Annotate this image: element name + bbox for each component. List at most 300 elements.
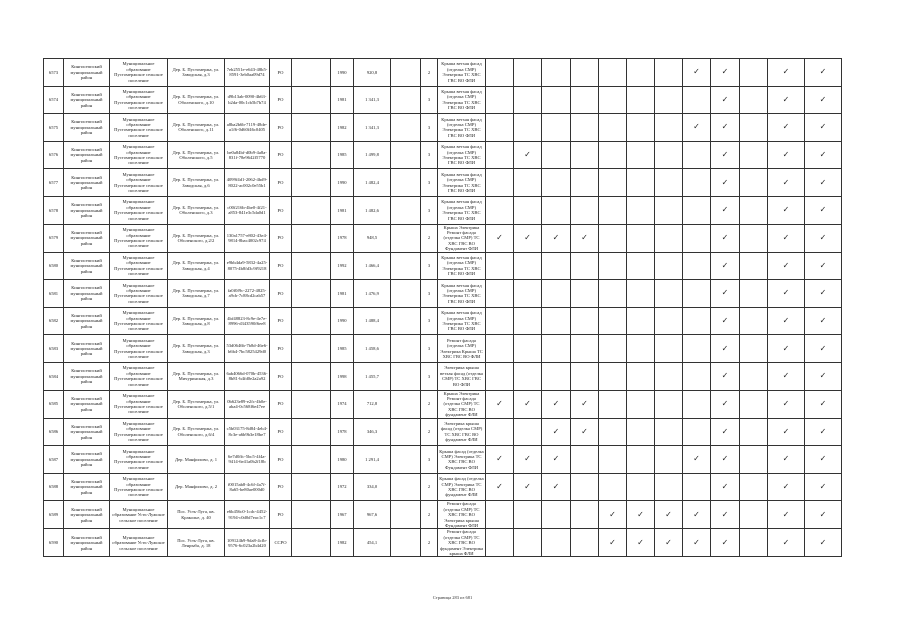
empty-cell bbox=[391, 252, 421, 280]
district-cell: Кингисеппский муниципальный район bbox=[64, 86, 110, 114]
table-row bbox=[44, 169, 842, 197]
work-check-cell bbox=[599, 196, 627, 224]
check-mark-icon: ✓ bbox=[693, 122, 700, 132]
work-check-cell bbox=[542, 362, 571, 390]
check-mark-icon: ✓ bbox=[552, 399, 560, 409]
check-mark-icon: ✓ bbox=[819, 399, 827, 409]
check-mark-icon: ✓ bbox=[721, 288, 729, 298]
work-check-cell bbox=[599, 59, 627, 87]
check-mark-icon: ✓ bbox=[524, 150, 531, 160]
works-cell: Крыша ветхая фасад (отделка СМР) Электрика ТС ХВС ГВС ВО ФЛИ bbox=[438, 252, 486, 280]
floors-cell: 3 bbox=[421, 169, 438, 197]
work-check-cell bbox=[655, 141, 683, 169]
check-mark-icon: ✓ bbox=[552, 426, 560, 436]
row-number: 6576 bbox=[44, 141, 64, 169]
check-mark-icon: ✓ bbox=[721, 482, 729, 492]
check-mark-icon: ✓ bbox=[782, 288, 790, 298]
floors-cell: 2 bbox=[421, 529, 438, 557]
work-check-cell bbox=[571, 335, 599, 363]
empty-cell bbox=[292, 390, 331, 418]
year-cell: 1998 bbox=[331, 362, 354, 390]
work-check-cell bbox=[805, 86, 842, 114]
settlement-cell: Муниципальное образование Пустомержское сельское поселение bbox=[110, 307, 168, 335]
work-check-cell bbox=[768, 446, 805, 474]
work-check-cell bbox=[768, 141, 805, 169]
work-check-cell bbox=[711, 307, 740, 335]
row-number: 6574 bbox=[44, 86, 64, 114]
work-check-cell bbox=[599, 362, 627, 390]
empty-cell bbox=[391, 114, 421, 142]
work-check-cell bbox=[768, 529, 805, 557]
works-cell: Крыша ветхая фасад (отделка СМР) Электрика ТС ХВС ГВС ВО ФЛИ bbox=[438, 196, 486, 224]
work-check-cell bbox=[683, 59, 711, 87]
work-check-cell bbox=[683, 501, 711, 529]
work-check-cell bbox=[599, 501, 627, 529]
work-check-cell bbox=[571, 114, 599, 142]
work-check-cell bbox=[542, 529, 571, 557]
floors-cell: 3 bbox=[421, 446, 438, 474]
check-mark-icon: ✓ bbox=[819, 537, 827, 547]
row-number: 6588 bbox=[44, 473, 64, 501]
check-mark-icon: ✓ bbox=[782, 122, 790, 132]
work-check-cell bbox=[655, 307, 683, 335]
work-check-cell bbox=[740, 418, 768, 446]
work-check-cell bbox=[514, 362, 542, 390]
work-check-cell bbox=[740, 224, 768, 252]
works-cell: Ремонт фасада (отделка СМР) ТС ХВС ГВС ВО фундамент Электрика крыша ФЛИ bbox=[438, 529, 486, 557]
check-mark-icon: ✓ bbox=[819, 371, 827, 381]
work-check-cell bbox=[711, 141, 740, 169]
year-cell: 1981 bbox=[331, 280, 354, 308]
work-check-cell bbox=[542, 169, 571, 197]
work-check-cell bbox=[740, 307, 768, 335]
empty-cell bbox=[391, 141, 421, 169]
district-cell: Кингисеппский муниципальный район bbox=[64, 196, 110, 224]
area-cell: 1 458,6 bbox=[354, 335, 391, 363]
check-mark-icon: ✓ bbox=[782, 205, 790, 215]
empty-cell bbox=[292, 169, 331, 197]
work-check-cell bbox=[740, 390, 768, 418]
work-check-cell bbox=[655, 390, 683, 418]
check-mark-icon: ✓ bbox=[609, 509, 616, 519]
year-cell: 1980 bbox=[331, 446, 354, 474]
row-number: 6589 bbox=[44, 501, 64, 529]
check-mark-icon: ✓ bbox=[665, 537, 672, 547]
check-mark-icon: ✓ bbox=[819, 233, 827, 243]
work-check-cell bbox=[486, 59, 514, 87]
work-check-cell bbox=[514, 501, 542, 529]
type-cell: РО bbox=[270, 335, 292, 363]
work-check-cell bbox=[571, 390, 599, 418]
row-number: 6579 bbox=[44, 224, 64, 252]
work-check-cell bbox=[627, 307, 655, 335]
work-check-cell bbox=[486, 141, 514, 169]
work-check-cell bbox=[711, 501, 740, 529]
work-check-cell bbox=[655, 501, 683, 529]
work-check-cell bbox=[655, 529, 683, 557]
works-cell: Крыша ветхая фасад (отделка СМР) Электрика ТС ХВС ГВС ВО ФЛИ bbox=[438, 59, 486, 87]
work-check-cell bbox=[542, 390, 571, 418]
address-cell: Дер. Б. Пустомержа, ул. Мичуринская, д.3 bbox=[168, 362, 225, 390]
work-check-cell bbox=[599, 224, 627, 252]
row-number: 6582 bbox=[44, 307, 64, 335]
check-mark-icon: ✓ bbox=[819, 509, 827, 519]
work-check-cell bbox=[599, 335, 627, 363]
check-mark-icon: ✓ bbox=[782, 426, 790, 436]
empty-cell bbox=[292, 280, 331, 308]
check-mark-icon: ✓ bbox=[819, 482, 827, 492]
work-check-cell bbox=[655, 224, 683, 252]
work-check-cell bbox=[655, 446, 683, 474]
floors-cell: 3 bbox=[421, 196, 438, 224]
table-row bbox=[44, 501, 842, 529]
work-check-cell bbox=[599, 169, 627, 197]
work-check-cell bbox=[740, 280, 768, 308]
work-check-cell bbox=[740, 169, 768, 197]
settlement-cell: Муниципальное образование Пустомержское сельское поселение bbox=[110, 418, 168, 446]
table-row bbox=[44, 280, 842, 308]
year-cell: 1985 bbox=[331, 141, 354, 169]
type-cell: РО bbox=[270, 252, 292, 280]
fias-code-cell: d9b13ab-0090-4b63-b2da-00c1cb5b7b74 bbox=[225, 86, 270, 114]
work-check-cell bbox=[542, 473, 571, 501]
year-cell: 1972 bbox=[331, 473, 354, 501]
work-check-cell bbox=[711, 280, 740, 308]
area-cell: 1 482,4 bbox=[354, 169, 391, 197]
check-mark-icon: ✓ bbox=[552, 454, 560, 464]
type-cell: РО bbox=[270, 446, 292, 474]
work-check-cell bbox=[740, 335, 768, 363]
work-check-cell bbox=[599, 529, 627, 557]
empty-cell bbox=[391, 196, 421, 224]
table-row bbox=[44, 529, 842, 557]
floors-cell: 2 bbox=[421, 224, 438, 252]
address-cell: Дер. Б. Пустомержа, ул. Оболенского, д.5/1 bbox=[168, 390, 225, 418]
work-check-cell bbox=[805, 280, 842, 308]
work-check-cell bbox=[486, 252, 514, 280]
fias-code-cell: 6ab4066d-070b-4536-8b81-b4fd0e2a2a92 bbox=[225, 362, 270, 390]
work-check-cell bbox=[655, 362, 683, 390]
floors-cell: 2 bbox=[421, 501, 438, 529]
table-row bbox=[44, 473, 842, 501]
work-check-cell bbox=[683, 529, 711, 557]
check-mark-icon: ✓ bbox=[496, 233, 503, 243]
check-mark-icon: ✓ bbox=[721, 260, 729, 270]
area-cell: 454,1 bbox=[354, 529, 391, 557]
year-cell: 1985 bbox=[331, 335, 354, 363]
work-check-cell bbox=[486, 335, 514, 363]
work-check-cell bbox=[514, 196, 542, 224]
settlement-cell: Муниципальное образование Пустомержское сельское поселение bbox=[110, 390, 168, 418]
work-check-cell bbox=[683, 418, 711, 446]
area-cell: 948,5 bbox=[354, 224, 391, 252]
check-mark-icon: ✓ bbox=[524, 454, 531, 464]
work-check-cell bbox=[740, 196, 768, 224]
address-cell: Дер. Б. Пустомержа, ул. Оболенского, д.10 bbox=[168, 86, 225, 114]
work-check-cell bbox=[514, 390, 542, 418]
work-check-cell bbox=[571, 280, 599, 308]
settlement-cell: Муниципальное образование Пустомержское сельское поселение bbox=[110, 86, 168, 114]
work-check-cell bbox=[683, 473, 711, 501]
fias-code-cell: 4099f4d1-2062-4bd9-8022-ac002c0e55b1 bbox=[225, 169, 270, 197]
check-mark-icon: ✓ bbox=[782, 150, 790, 160]
work-check-cell bbox=[486, 307, 514, 335]
table-row bbox=[44, 335, 842, 363]
work-check-cell bbox=[542, 418, 571, 446]
fias-code-cell: 4bf48823-8c9e-4e7e-8996-d343590f6ee8 bbox=[225, 307, 270, 335]
work-check-cell bbox=[486, 280, 514, 308]
fias-code-cell: 109124b9-9da8-4cfb-9576-6c023a2b4d20 bbox=[225, 529, 270, 557]
empty-cell bbox=[391, 169, 421, 197]
work-check-cell bbox=[542, 141, 571, 169]
check-mark-icon: ✓ bbox=[693, 67, 700, 77]
area-cell: 1 466,4 bbox=[354, 252, 391, 280]
district-cell: Кингисеппский муниципальный район bbox=[64, 141, 110, 169]
empty-cell bbox=[292, 196, 331, 224]
type-cell: РО bbox=[270, 307, 292, 335]
work-check-cell bbox=[805, 446, 842, 474]
check-mark-icon: ✓ bbox=[637, 509, 644, 519]
work-check-cell bbox=[711, 114, 740, 142]
work-check-cell bbox=[599, 307, 627, 335]
year-cell: 1981 bbox=[331, 86, 354, 114]
row-number: 6586 bbox=[44, 418, 64, 446]
work-check-cell bbox=[599, 114, 627, 142]
check-mark-icon: ✓ bbox=[782, 260, 790, 270]
year-cell: 1978 bbox=[331, 418, 354, 446]
work-check-cell bbox=[542, 252, 571, 280]
type-cell: РО bbox=[270, 418, 292, 446]
empty-cell bbox=[292, 418, 331, 446]
work-check-cell bbox=[542, 59, 571, 87]
work-check-cell bbox=[514, 418, 542, 446]
work-check-cell bbox=[683, 169, 711, 197]
area-cell: 334,0 bbox=[354, 473, 391, 501]
work-check-cell bbox=[740, 114, 768, 142]
fias-code-cell: c00f216b-4be0-4f21-a853-841e3c5da0d1 bbox=[225, 196, 270, 224]
year-cell: 1978 bbox=[331, 224, 354, 252]
work-check-cell bbox=[571, 473, 599, 501]
empty-cell bbox=[292, 114, 331, 142]
fias-code-cell: fa0f0f9c-2272-4825-a9cb-7c88cd2cab57 bbox=[225, 280, 270, 308]
check-mark-icon: ✓ bbox=[496, 399, 503, 409]
work-check-cell bbox=[571, 59, 599, 87]
check-mark-icon: ✓ bbox=[524, 482, 531, 492]
check-mark-icon: ✓ bbox=[782, 94, 790, 104]
housing-table bbox=[43, 58, 842, 557]
work-check-cell bbox=[514, 114, 542, 142]
work-check-cell bbox=[627, 252, 655, 280]
work-check-cell bbox=[768, 362, 805, 390]
check-mark-icon: ✓ bbox=[524, 233, 531, 243]
check-mark-icon: ✓ bbox=[782, 177, 790, 187]
fias-code-cell: a8ba2b6b-7119-48de-a1f6-0d60f46c0405 bbox=[225, 114, 270, 142]
table-body bbox=[44, 59, 842, 557]
table-row bbox=[44, 362, 842, 390]
check-mark-icon: ✓ bbox=[782, 399, 790, 409]
area-cell: 1 482,6 bbox=[354, 196, 391, 224]
address-cell: Дер. Манфилово, д. 1 bbox=[168, 446, 225, 474]
works-cell: Ремонт фасада (отделка СМР) Электрика Крыша ТС ХВС ГВС ВО ФЛИ bbox=[438, 335, 486, 363]
check-mark-icon: ✓ bbox=[721, 371, 729, 381]
work-check-cell bbox=[768, 196, 805, 224]
check-mark-icon: ✓ bbox=[581, 233, 588, 243]
work-check-cell bbox=[768, 59, 805, 87]
empty-cell bbox=[391, 280, 421, 308]
check-mark-icon: ✓ bbox=[819, 177, 827, 187]
work-check-cell bbox=[740, 86, 768, 114]
work-check-cell bbox=[768, 501, 805, 529]
address-cell: Дер. Б. Пустомержа, ул. Заводская, д.7 bbox=[168, 280, 225, 308]
works-cell: Крыша ветхая фасад (отделка СМР) Электрика ТС ХВС ГВС ВО ФЛИ bbox=[438, 280, 486, 308]
work-check-cell bbox=[768, 473, 805, 501]
check-mark-icon: ✓ bbox=[819, 343, 827, 353]
work-check-cell bbox=[655, 473, 683, 501]
work-check-cell bbox=[486, 169, 514, 197]
empty-cell bbox=[391, 307, 421, 335]
work-check-cell bbox=[627, 141, 655, 169]
empty-cell bbox=[292, 529, 331, 557]
work-check-cell bbox=[805, 59, 842, 87]
empty-cell bbox=[292, 501, 331, 529]
work-check-cell bbox=[711, 390, 740, 418]
check-mark-icon: ✓ bbox=[819, 122, 827, 132]
work-check-cell bbox=[711, 252, 740, 280]
district-cell: Кингисеппский муниципальный район bbox=[64, 252, 110, 280]
district-cell: Кингисеппский муниципальный район bbox=[64, 446, 110, 474]
work-check-cell bbox=[768, 335, 805, 363]
work-check-cell bbox=[571, 169, 599, 197]
work-check-cell bbox=[627, 529, 655, 557]
work-check-cell bbox=[711, 418, 740, 446]
check-mark-icon: ✓ bbox=[693, 454, 700, 464]
area-cell: 1 341,3 bbox=[354, 86, 391, 114]
check-mark-icon: ✓ bbox=[819, 205, 827, 215]
work-check-cell bbox=[711, 335, 740, 363]
area-cell: 1 455,7 bbox=[354, 362, 391, 390]
address-cell: Дер. Б. Пустомержа, ул. Оболенского, д.6/4 bbox=[168, 418, 225, 446]
settlement-cell: Муниципальное образование Пустомержское сельское поселение bbox=[110, 114, 168, 142]
work-check-cell bbox=[740, 473, 768, 501]
year-cell: 1990 bbox=[331, 169, 354, 197]
work-check-cell bbox=[542, 446, 571, 474]
check-mark-icon: ✓ bbox=[496, 454, 503, 464]
work-check-cell bbox=[486, 114, 514, 142]
floors-cell: 2 bbox=[421, 390, 438, 418]
work-check-cell bbox=[805, 169, 842, 197]
work-check-cell bbox=[655, 196, 683, 224]
work-check-cell bbox=[740, 362, 768, 390]
check-mark-icon: ✓ bbox=[819, 150, 827, 160]
empty-cell bbox=[292, 59, 331, 87]
work-check-cell bbox=[805, 501, 842, 529]
work-check-cell bbox=[542, 501, 571, 529]
works-cell: Крыша Электрика Ремонт фасада (отделка СМР) ТС ХВС ГВС ВО Фундамент ФЛИ bbox=[438, 224, 486, 252]
table-row bbox=[44, 196, 842, 224]
check-mark-icon: ✓ bbox=[609, 537, 616, 547]
work-check-cell bbox=[571, 86, 599, 114]
area-cell: 1 291,4 bbox=[354, 446, 391, 474]
check-mark-icon: ✓ bbox=[721, 150, 729, 160]
work-check-cell bbox=[711, 446, 740, 474]
work-check-cell bbox=[514, 307, 542, 335]
address-cell: Дер. Б. Пустомержа, ул. Оболенского, д.3 bbox=[168, 196, 225, 224]
work-check-cell bbox=[805, 390, 842, 418]
check-mark-icon: ✓ bbox=[782, 371, 790, 381]
settlement-cell: Муниципальное образование Пустомержское сельское поселение bbox=[110, 473, 168, 501]
work-check-cell bbox=[627, 418, 655, 446]
empty-cell bbox=[391, 473, 421, 501]
settlement-cell: Муниципальное образование Пустомержское сельское поселение bbox=[110, 280, 168, 308]
work-check-cell bbox=[805, 529, 842, 557]
work-check-cell bbox=[740, 59, 768, 87]
work-check-cell bbox=[571, 252, 599, 280]
settlement-cell: Муниципальное образование Пустомержское сельское поселение bbox=[110, 362, 168, 390]
check-mark-icon: ✓ bbox=[581, 399, 588, 409]
empty-cell bbox=[391, 446, 421, 474]
work-check-cell bbox=[599, 390, 627, 418]
work-check-cell bbox=[514, 280, 542, 308]
work-check-cell bbox=[805, 473, 842, 501]
work-check-cell bbox=[599, 446, 627, 474]
work-check-cell bbox=[486, 501, 514, 529]
check-mark-icon: ✓ bbox=[665, 509, 672, 519]
district-cell: Кингисеппский муниципальный район bbox=[64, 280, 110, 308]
table-row bbox=[44, 141, 842, 169]
address-cell: Пос. Усть-Луга, кв. Ленрыба, д. 18 bbox=[168, 529, 225, 557]
floors-cell: 3 bbox=[421, 114, 438, 142]
check-mark-icon: ✓ bbox=[721, 316, 729, 326]
table-row bbox=[44, 390, 842, 418]
row-number: 6583 bbox=[44, 335, 64, 363]
work-check-cell bbox=[768, 86, 805, 114]
table-row bbox=[44, 59, 842, 87]
work-check-cell bbox=[514, 446, 542, 474]
empty-cell bbox=[391, 86, 421, 114]
fias-code-cell: f0015ab8-4c6f-4a7f-8a65-be80ae000d0 bbox=[225, 473, 270, 501]
check-mark-icon: ✓ bbox=[819, 288, 827, 298]
fias-code-cell: 7eb2551e-e643-48b5-8591-3eb0aa09d74 bbox=[225, 59, 270, 87]
work-check-cell bbox=[514, 86, 542, 114]
settlement-cell: Муниципальное образование Пустомержское сельское поселение bbox=[110, 335, 168, 363]
empty-cell bbox=[292, 446, 331, 474]
work-check-cell bbox=[768, 169, 805, 197]
table-row bbox=[44, 307, 842, 335]
empty-cell bbox=[292, 307, 331, 335]
work-check-cell bbox=[627, 335, 655, 363]
work-check-cell bbox=[627, 224, 655, 252]
work-check-cell bbox=[655, 59, 683, 87]
work-check-cell bbox=[805, 252, 842, 280]
district-cell: Кингисеппский муниципальный район bbox=[64, 473, 110, 501]
check-mark-icon: ✓ bbox=[782, 482, 790, 492]
page-footer: Страница 283 из 681 bbox=[432, 595, 473, 600]
settlement-cell: Муниципальное образование Усть-Лужское сельское поселение bbox=[110, 529, 168, 557]
work-check-cell bbox=[627, 362, 655, 390]
check-mark-icon: ✓ bbox=[721, 94, 729, 104]
work-check-cell bbox=[542, 307, 571, 335]
empty-cell bbox=[391, 418, 421, 446]
address-cell: Дер. Б. Пустомержа, ул. Заводская, д.3 bbox=[168, 335, 225, 363]
type-cell: ССРО bbox=[270, 529, 292, 557]
work-check-cell bbox=[514, 252, 542, 280]
work-check-cell bbox=[683, 362, 711, 390]
district-cell: Кингисеппский муниципальный район bbox=[64, 114, 110, 142]
fias-code-cell: 130a1757-e802-43e4-9814-8bac4002c974 bbox=[225, 224, 270, 252]
empty-cell bbox=[292, 86, 331, 114]
check-mark-icon: ✓ bbox=[782, 233, 790, 243]
area-cell: 1 476,9 bbox=[354, 280, 391, 308]
